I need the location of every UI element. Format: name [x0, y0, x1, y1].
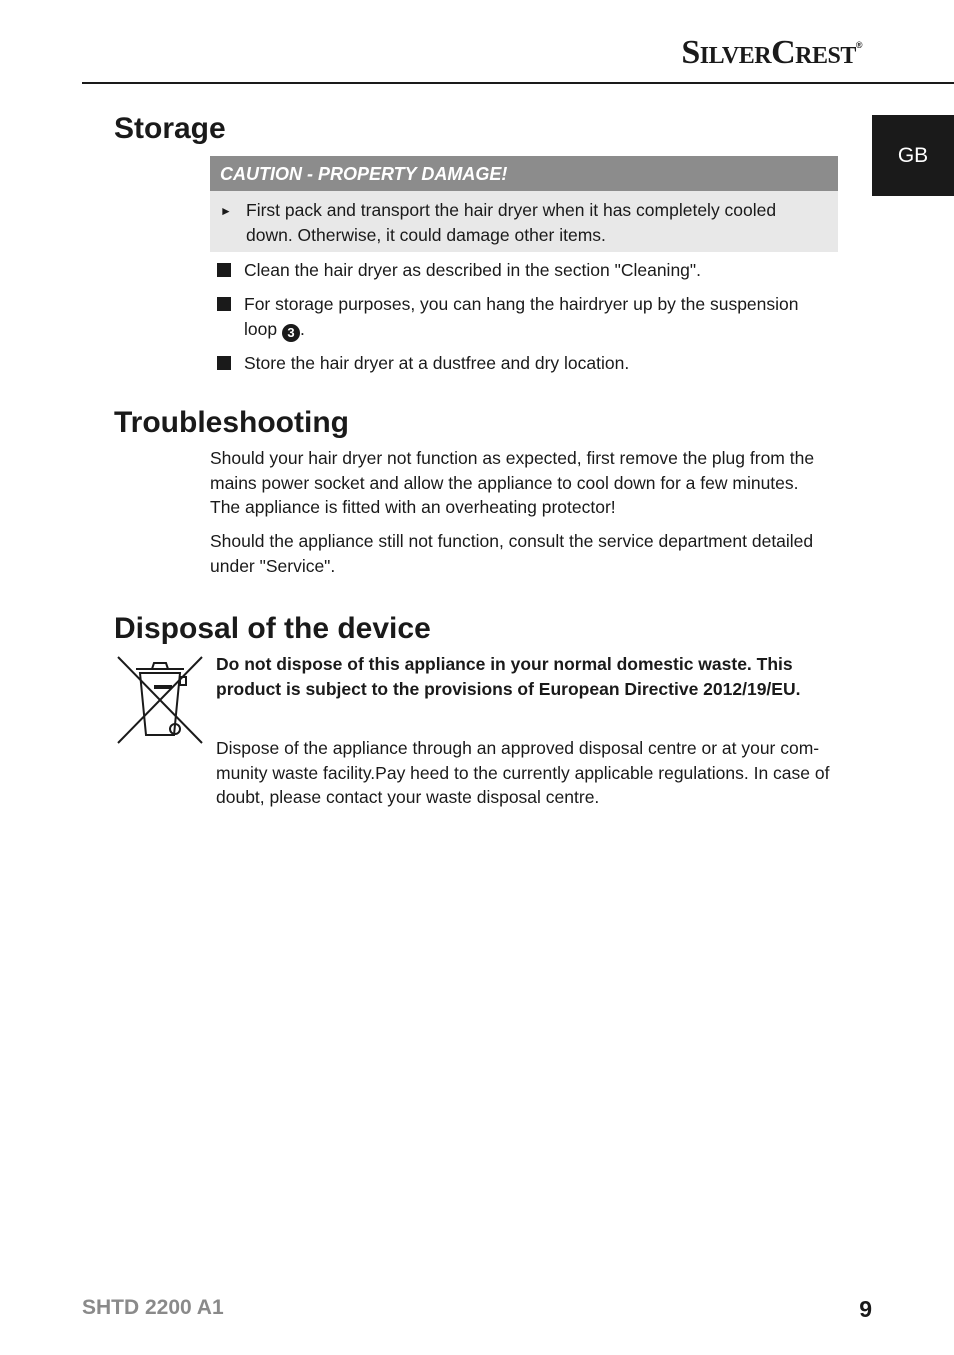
footer-model-number: SHTD 2200 A1 [82, 1296, 224, 1319]
caution-text: First pack and transport the hair dryer when it has completely cooled down. Otherwise, it could damage other items. [246, 200, 777, 245]
caution-body [210, 191, 838, 252]
disposal-warning: Do not dispose of this appliance in your normal domestic waste. This product is subject to the provisions of European Directive 2012/19/EU. [216, 654, 801, 699]
page-number: 9 [859, 1296, 872, 1322]
header-rule [82, 82, 954, 84]
disposal-heading: Disposal of the device [114, 612, 431, 645]
language-tab: GB [872, 115, 954, 196]
brand-logo: SilverCrest® [681, 34, 862, 71]
caution-title: CAUTION - PROPERTY DAMAGE! [210, 156, 838, 191]
storage-bullet-list [216, 258, 826, 385]
list-item [216, 292, 826, 342]
disposal-instructions: Dispose of the appliance through an approved disposal centre or at your com-munity waste facility.Pay heed to the currently applicable regulations. In case of doubt, please contact your waste disposal centre. [216, 738, 830, 807]
crossed-out-bin-icon [114, 655, 206, 747]
list-item [216, 258, 826, 283]
reference-number-badge: 3 [282, 324, 300, 342]
caution-box [210, 156, 838, 252]
square-bullet-icon [217, 297, 231, 311]
list-item [216, 351, 826, 376]
bullet-suffix: . [299, 318, 305, 339]
troubleshooting-paragraph: Should your hair dryer not function as expected, first remove the plug from the mains power socket and allow the appliance to cool down for a few minutes. The appliance is fitted with an overheating protector! [210, 448, 815, 517]
square-bullet-icon [217, 356, 231, 370]
bullet-text: Store the hair dryer at a dustfree and dry location. [244, 353, 630, 373]
square-bullet-icon [217, 263, 231, 277]
troubleshooting-paragraph: Should the appliance still not function, consult the service department detailed under "Service". [210, 531, 814, 576]
bullet-text: Clean the hair dryer as described in the section "Cleaning". [244, 260, 701, 280]
arrow-icon: ► [220, 204, 232, 218]
troubleshooting-heading: Troubleshooting [114, 406, 349, 439]
bullet-text: For storage purposes, you can hang the hairdryer up by the suspension loop [244, 294, 799, 339]
storage-heading: Storage [114, 112, 226, 145]
